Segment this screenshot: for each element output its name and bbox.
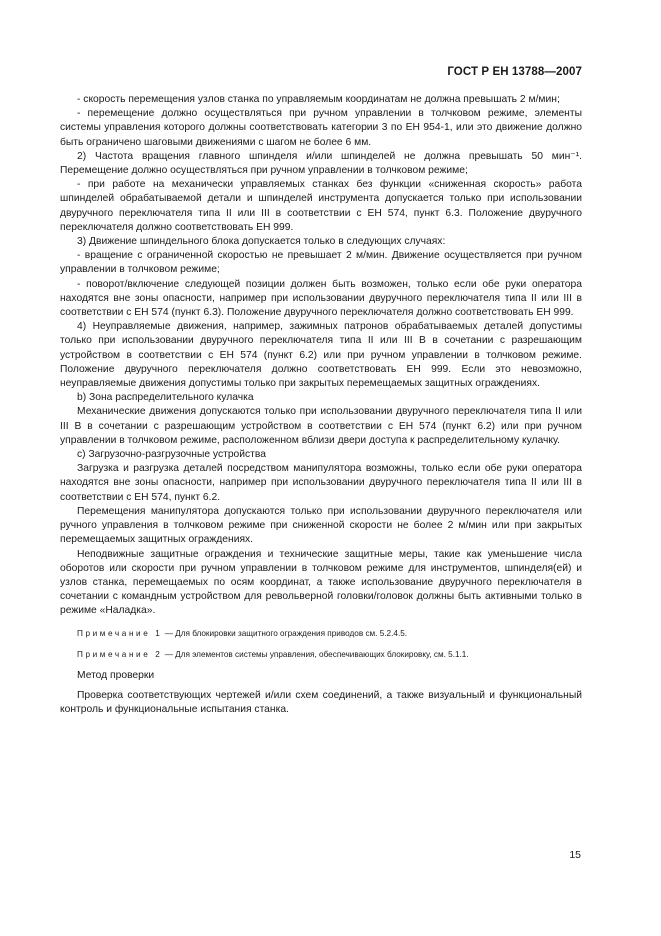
- note-text: — Для блокировки защитного ограждения приводов см. 5.2.4.5.: [162, 628, 408, 638]
- document-id-header: ГОСТ Р ЕН 13788—2007: [447, 66, 582, 78]
- section-heading-b: b) Зона распределительного кулачка: [77, 392, 254, 404]
- method-title: Метод проверки: [77, 669, 155, 681]
- note-1: [60, 628, 582, 640]
- paragraph: - перемещение должно осуществляться при ручном управлении в толчковом режиме, элементы системы управления которого должны соответствовать категории 3 по ЕН 954-1, или это движение должно быть ограничено шаговыми движениями с шагом не более 6 мм.: [60, 108, 582, 148]
- paragraph: - при работе на механически управляемых станках без функции «сниженная скорость» работа шпинделей обрабатываемой детали и шпинделей инструмента допускается только при использовании двуручного переключателя типа II или III в соответствии с ЕН 574, пункт 6.3. Положение двуручного переключателя должно соответствовать ЕН 999.: [60, 179, 582, 233]
- paragraph: Перемещения манипулятора допускаются только при использовании двуручного переключателя или ручного управления в толчковом режиме при сниженной скорости не более 2 м/мин или при закрытых перемещаемых защитных ограждениях.: [60, 505, 582, 546]
- section-heading-c: c) Загрузочно-разгрузочные устройства: [77, 449, 266, 461]
- note-text: — Для элементов системы управления, обеспечивающих блокировку, см. 5.1.1.: [162, 649, 469, 659]
- paragraph: - скорость перемещения узлов станка по управляемым координатам не должна превышать 2 м/мин;: [77, 94, 560, 105]
- paragraph: Механические движения допускаются только при использовании двуручного переключателя типа II или III В в сочетании с разрешающим устройством в соответствии с ЕН 574 (пункт 6.2) или при ручном управлении в толчковом режиме, расположенном вблизи двери доступа к распределительному кулачку.: [60, 406, 582, 446]
- paragraph: 4) Неуправляемые движения, например, зажимных патронов обрабатываемых деталей допустимы только при использовании двуручного переключателя типа II или III В в сочетании с разрешающим устройством в соответствии с ЕН 574 (пункт 6.2) или при ручном управлении в толчковом режиме. Положение двуручного переключателя должно соответствовать ЕН 999. Если это невозможно, неуправляемые движения допустимы только при закрытых перемещаемых защитных ограждениях.: [60, 321, 582, 390]
- paragraph: Загрузка и разгрузка деталей посредством манипулятора возможны, только если обе руки оператора находятся вне зоны опасности, например при использовании двуручного переключателя типа II или III в соответствии с ЕН 574, пункт 6.2.: [60, 463, 582, 503]
- paragraph: 2) Частота вращения главного шпинделя и/или шпинделей не должна превышать 50 мин⁻¹. Перемещение должно осуществляться при ручном управлении в толчковом режиме;: [60, 150, 582, 177]
- paragraph: - вращение с ограниченной скоростью не превышает 2 м/мин. Движение осуществляется при ручном управлении в толчковом режиме;: [60, 250, 582, 276]
- paragraph: Неподвижные защитные ограждения и технические защитные меры, такие как уменьшение числа оборотов или скорости при ручном управлении в толчковом режиме для инструментов, шпинделя(ей) и узлов станка, перемещаемых по осям координат, а также использование двуручного переключателя в сочетании с командным устройством для револьверной головки/головок должны быть активными только в режиме «Наладка».: [60, 548, 582, 617]
- note-label: Примечание 2: [77, 649, 163, 659]
- note-label: Примечание 1: [77, 628, 163, 638]
- body-text: [60, 93, 582, 717]
- method-text: Проверка соответствующих чертежей и/или схем соединений, а также визуальный и функциональный контроль и функциональные испытания станка.: [60, 689, 582, 715]
- paragraph: - поворот/включение следующей позиции должен быть возможен, только если обе руки оператора находятся вне зоны опасности, например при использовании двуручного переключателя типа II или III в соответствии с ЕН 574 (пункт 6.3). Положение двуручного переключателя должно соответствовать ЕН 999.: [60, 278, 582, 319]
- paragraph: 3) Движение шпиндельного блока допускается только в следующих случаях:: [77, 236, 446, 248]
- page-number: 15: [569, 849, 581, 861]
- note-2: [60, 649, 582, 661]
